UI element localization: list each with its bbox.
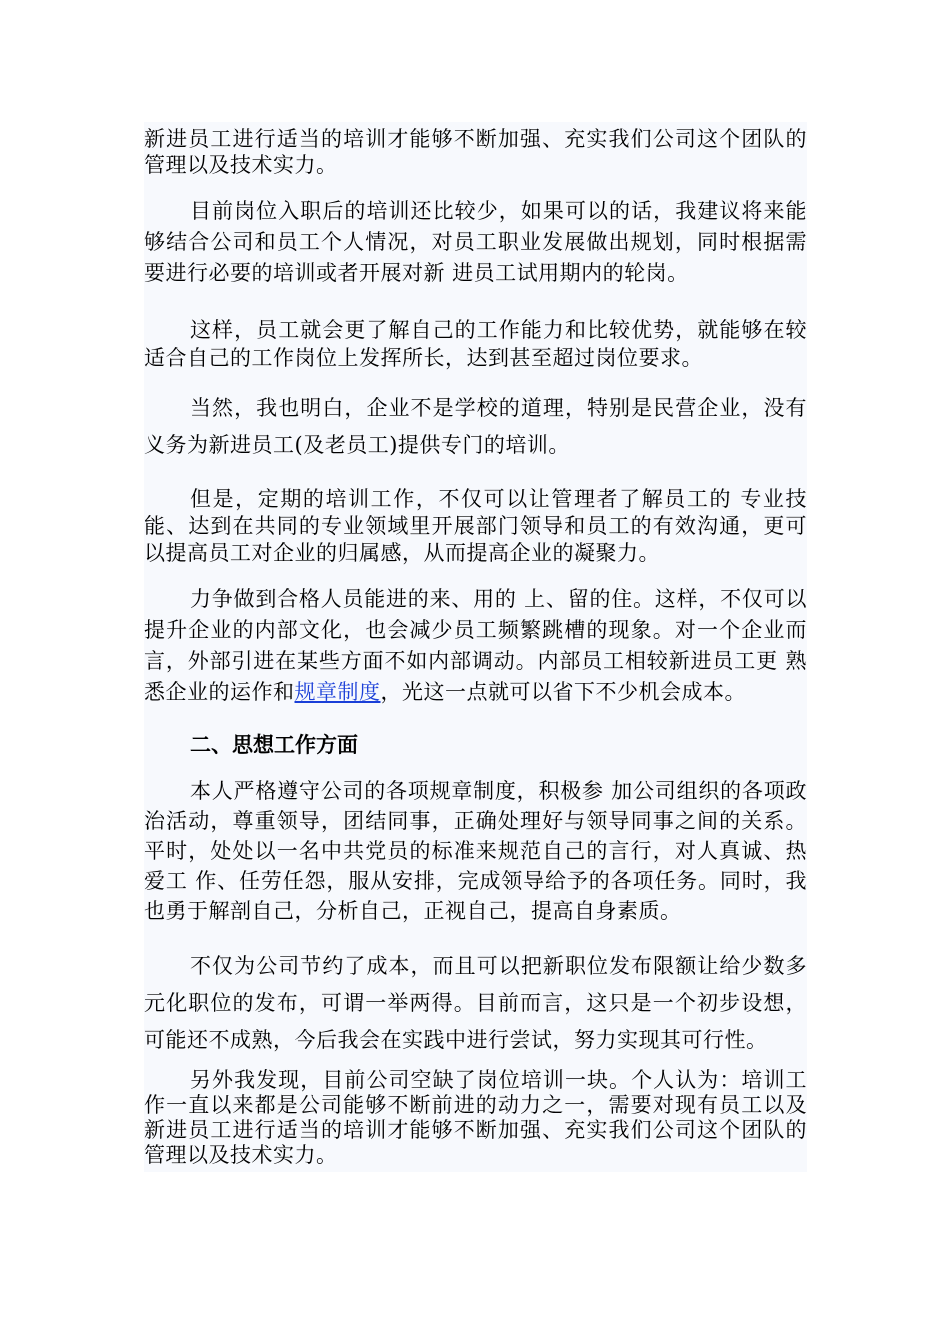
paragraph-9: 另外我发现，目前公司空缺了岗位培训一块。个人认为：培训工作一直以来都是公司能够不断前进的动力之一，需要对现有员工以及新进员工进行适当的培训才能够不断加强、充实我们公司这个团队的管理以及技术实力。 bbox=[144, 1068, 807, 1167]
section-heading: 二、思想工作方面 bbox=[190, 733, 358, 757]
regulations-link[interactable]: 规章制度 bbox=[294, 680, 381, 704]
paragraph-1: 新进员工进行适当的培训才能够不断加强、充实我们公司这个团队的管理以及技术实力。 bbox=[144, 127, 807, 177]
paragraph-6-text-a: 力争做到合格人员能进的来、用的 上、留的住。这样，不仅可以提升企业的内部文化，也会减少员工频繁跳槽的现象。对一个企业而言，外部引进在某些方面不如内部调动。内部员工相较新进员工更 熟悉企业的运作和 bbox=[144, 587, 807, 704]
paragraph-8: 不仅为公司节约了成本，而且可以把新职位发布限额让给少数多元化职位的发布，可谓一举两得。目前而言，这只是一个初步设想，可能还不成熟，今后我会在实践中进行尝试，努力实现其可行性。 bbox=[144, 954, 807, 1052]
paragraph-6 bbox=[144, 584, 807, 708]
paragraph-5: 但是，定期的培训工作，不仅可以让管理者了解员工的 专业技能、达到在共同的专业领域里开展部门领导和员工的有效沟通，更可以提高员工对企业的归属感，从而提高企业的凝聚力。 bbox=[144, 487, 807, 565]
paragraph-7: 本人严格遵守公司的各项规章制度，积极参 加公司组织的各项政治活动，尊重领导，团结同事，正确处理好与领导同事之间的关系。平时，处处以一名中共党员的标准来规范自己的言行，对人真诚、热爱工 作、任劳任怨，服从安排，完成领导给予的各项任务。同时，我也勇于解剖自己，分析自己，正视自己，提高自身素质。 bbox=[144, 779, 807, 923]
paragraph-6-text-b: ，光这一点就可以省下不少机会成本。 bbox=[380, 680, 746, 704]
paragraph-4: 当然，我也明白，企业不是学校的道理，特别是民营企业，没有义务为新进员工(及老员工)提供专门的培训。 bbox=[144, 396, 807, 457]
paragraph-2: 目前岗位入职后的培训还比较少，如果可以的话，我建议将来能够结合公司和员工个人情况，对员工职业发展做出规划，同时根据需要进行必要的培训或者开展对新 进员工试用期内的轮岗。 bbox=[144, 199, 807, 285]
paragraph-3: 这样，员工就会更了解自己的工作能力和比较优势，就能够在较适合自己的工作岗位上发挥所长，达到甚至超过岗位要求。 bbox=[144, 318, 807, 370]
